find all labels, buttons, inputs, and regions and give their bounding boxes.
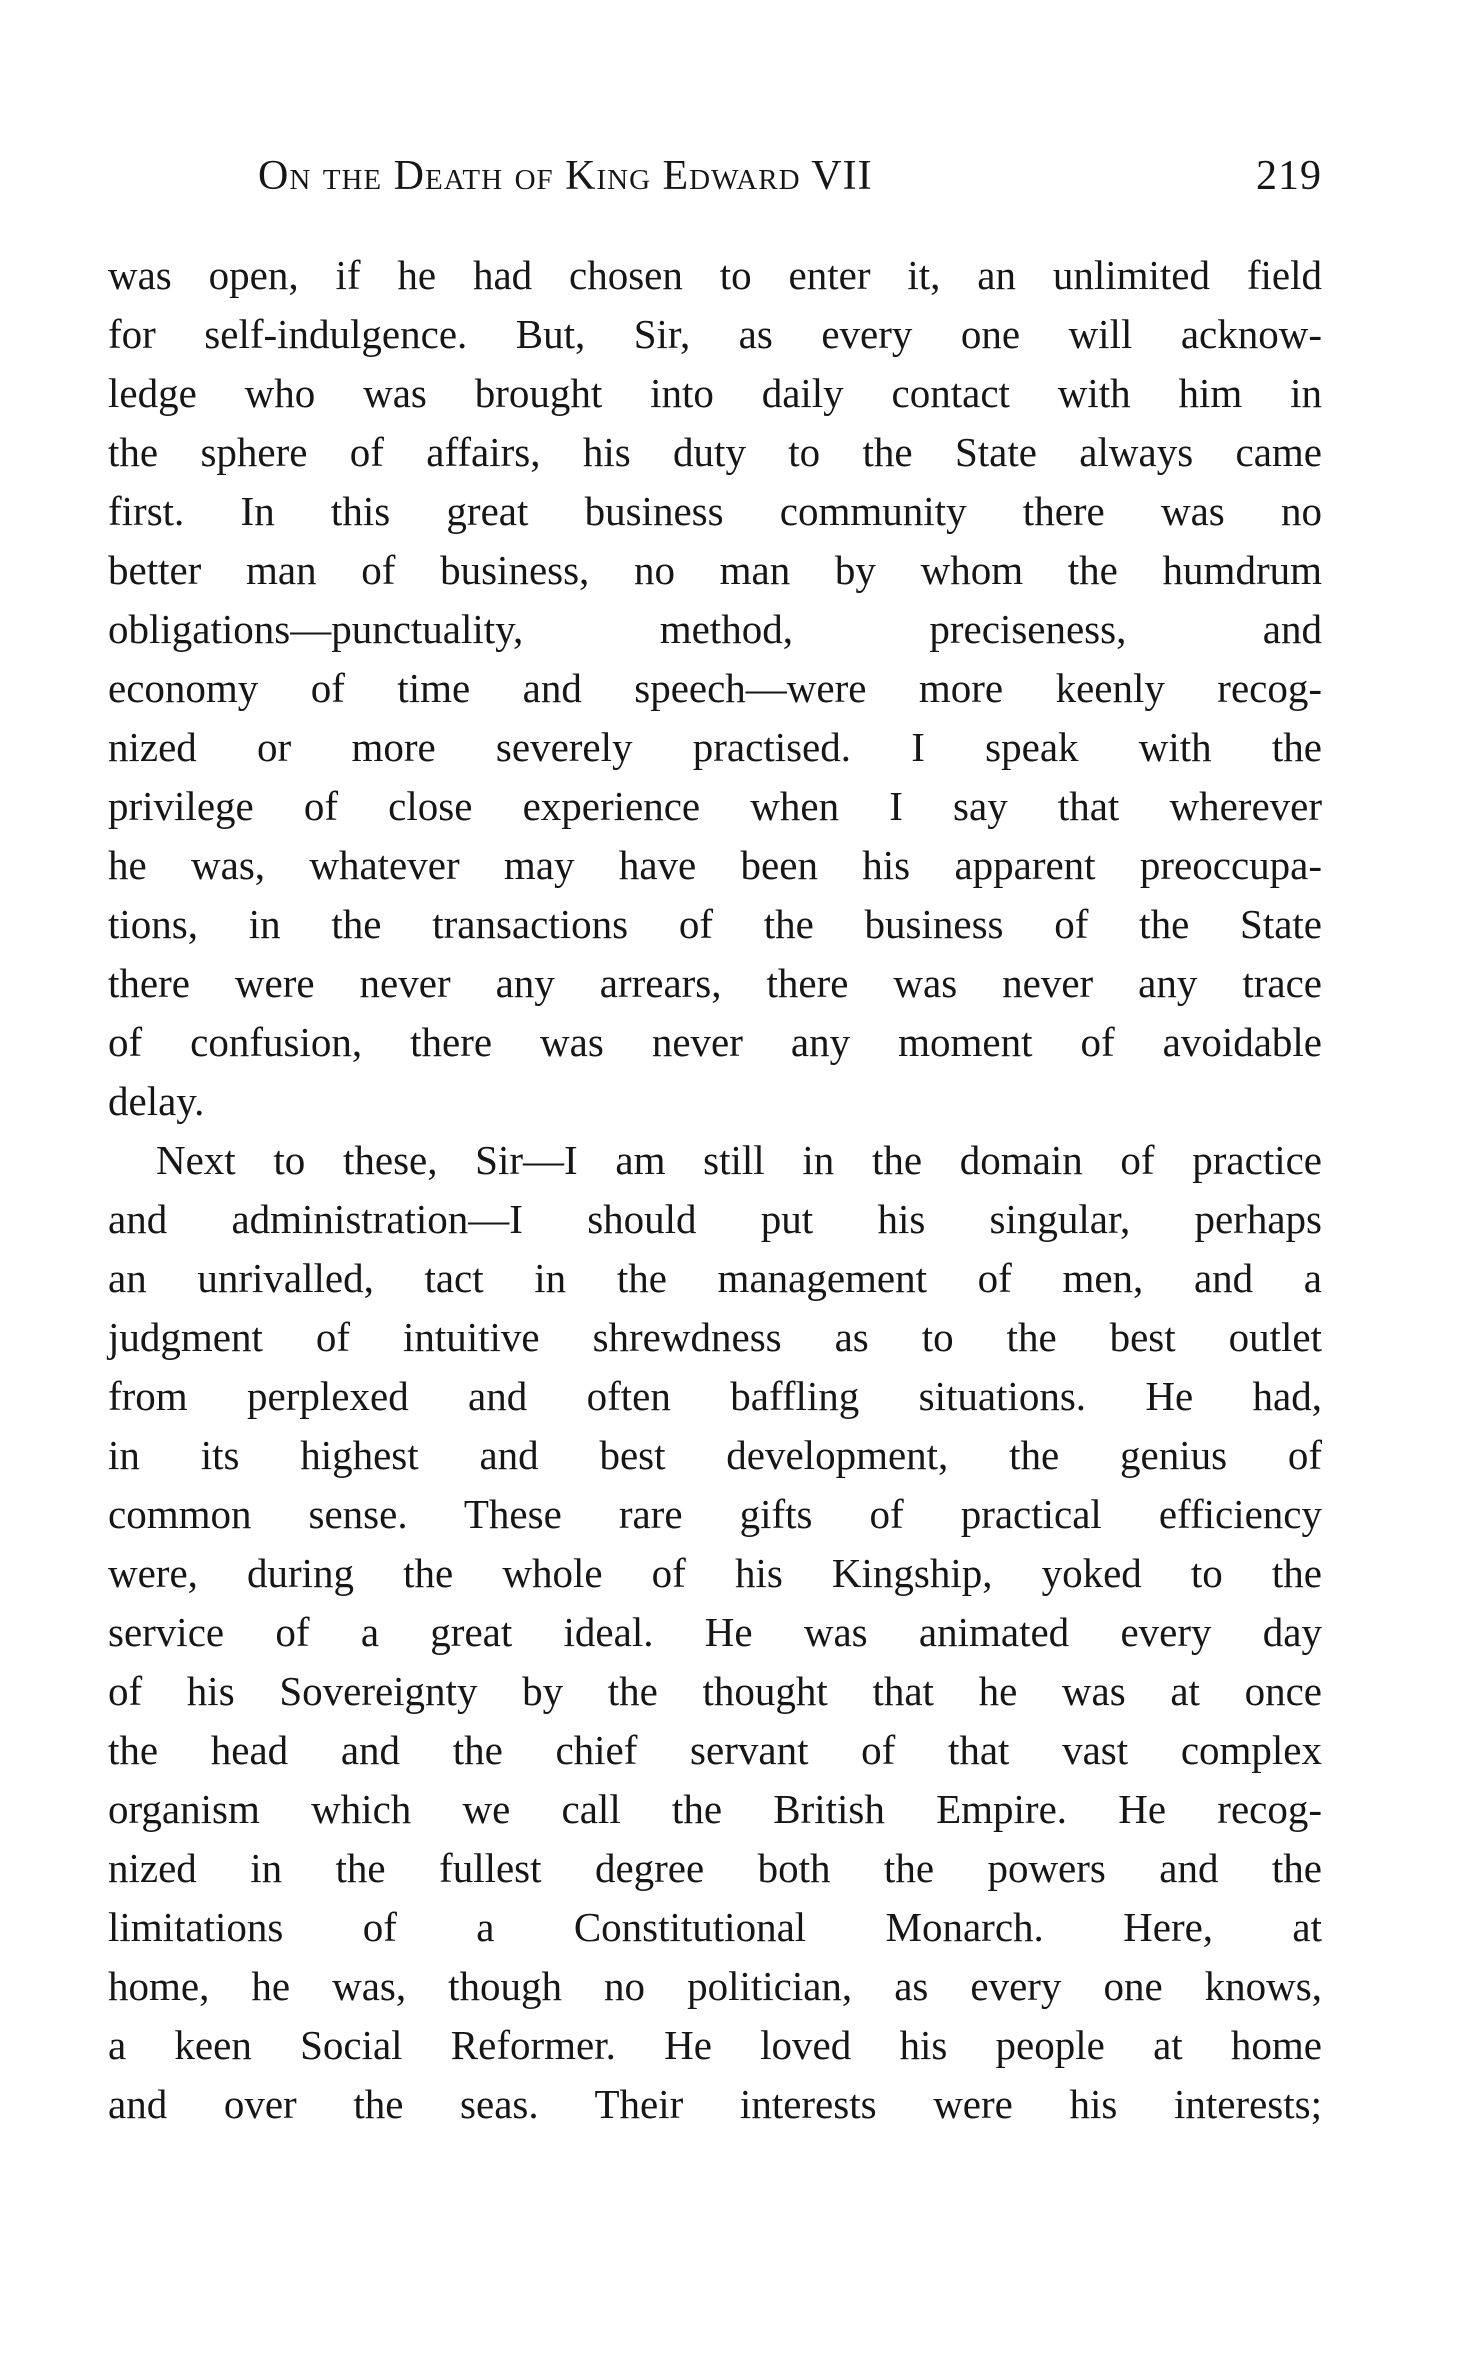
text-line: nized or more severely practised. I speak with the [108, 724, 1322, 770]
text-line: were, during the whole of his Kingship, yoked to the [108, 1550, 1322, 1596]
text-line: a keen Social Reformer. He loved his people at home [108, 2022, 1322, 2068]
text-line: he was, whatever may have been his apparent preoccupa- [108, 842, 1322, 888]
text-line: ledge who was brought into daily contact with him in [108, 370, 1322, 416]
text-line: first. In this great business community there was no [108, 488, 1322, 534]
text-line: an unrivalled, tact in the management of men, and a [108, 1255, 1322, 1301]
text-line: home, he was, though no politician, as every one knows, [108, 1963, 1322, 2009]
running-head [108, 152, 1322, 212]
text-line: tions, in the transactions of the business of the State [108, 901, 1322, 947]
text-line: there were never any arrears, there was never any trace [108, 960, 1322, 1006]
text-line: limitations of a Constitutional Monarch. Here, at [108, 1904, 1322, 1950]
text-line: the head and the chief servant of that vast complex [108, 1727, 1322, 1773]
text-line: privilege of close experience when I say that wherever [108, 783, 1322, 829]
text-line: nized in the fullest degree both the powers and the [108, 1845, 1322, 1891]
text-line: of his Sovereignty by the thought that he was at once [108, 1668, 1322, 1714]
text-line: the sphere of affairs, his duty to the State always came [108, 429, 1322, 475]
page-number: 219 [1256, 153, 1322, 199]
text-line: delay. [108, 1078, 205, 1124]
text-line: common sense. These rare gifts of practical efficiency [108, 1491, 1322, 1537]
text-line: economy of time and speech—were more keenly recog- [108, 665, 1322, 711]
text-line: was open, if he had chosen to enter it, an unlimited field [108, 252, 1322, 298]
text-line: in its highest and best development, the genius of [108, 1432, 1322, 1478]
text-line: service of a great ideal. He was animated every day [108, 1609, 1322, 1655]
running-title: On the Death of King Edward VII [258, 153, 873, 199]
text-line: and administration—I should put his singular, perhaps [108, 1196, 1322, 1242]
text-line: from perplexed and often baffling situations. He had, [108, 1373, 1322, 1419]
text-line: judgment of intuitive shrewdness as to the best outlet [108, 1314, 1322, 1360]
text-line: for self-indulgence. But, Sir, as every one will acknow- [108, 311, 1322, 357]
text-line: of confusion, there was never any moment of avoidable [108, 1019, 1322, 1065]
text-line: organism which we call the British Empire. He recog- [108, 1786, 1322, 1832]
text-line: Next to these, Sir—I am still in the domain of practice [156, 1137, 1322, 1183]
body-text [108, 246, 1322, 2134]
text-line: and over the seas. Their interests were his interests; [108, 2081, 1322, 2127]
text-line: obligations—punctuality, method, preciseness, and [108, 606, 1322, 652]
text-line: better man of business, no man by whom the humdrum [108, 547, 1322, 593]
